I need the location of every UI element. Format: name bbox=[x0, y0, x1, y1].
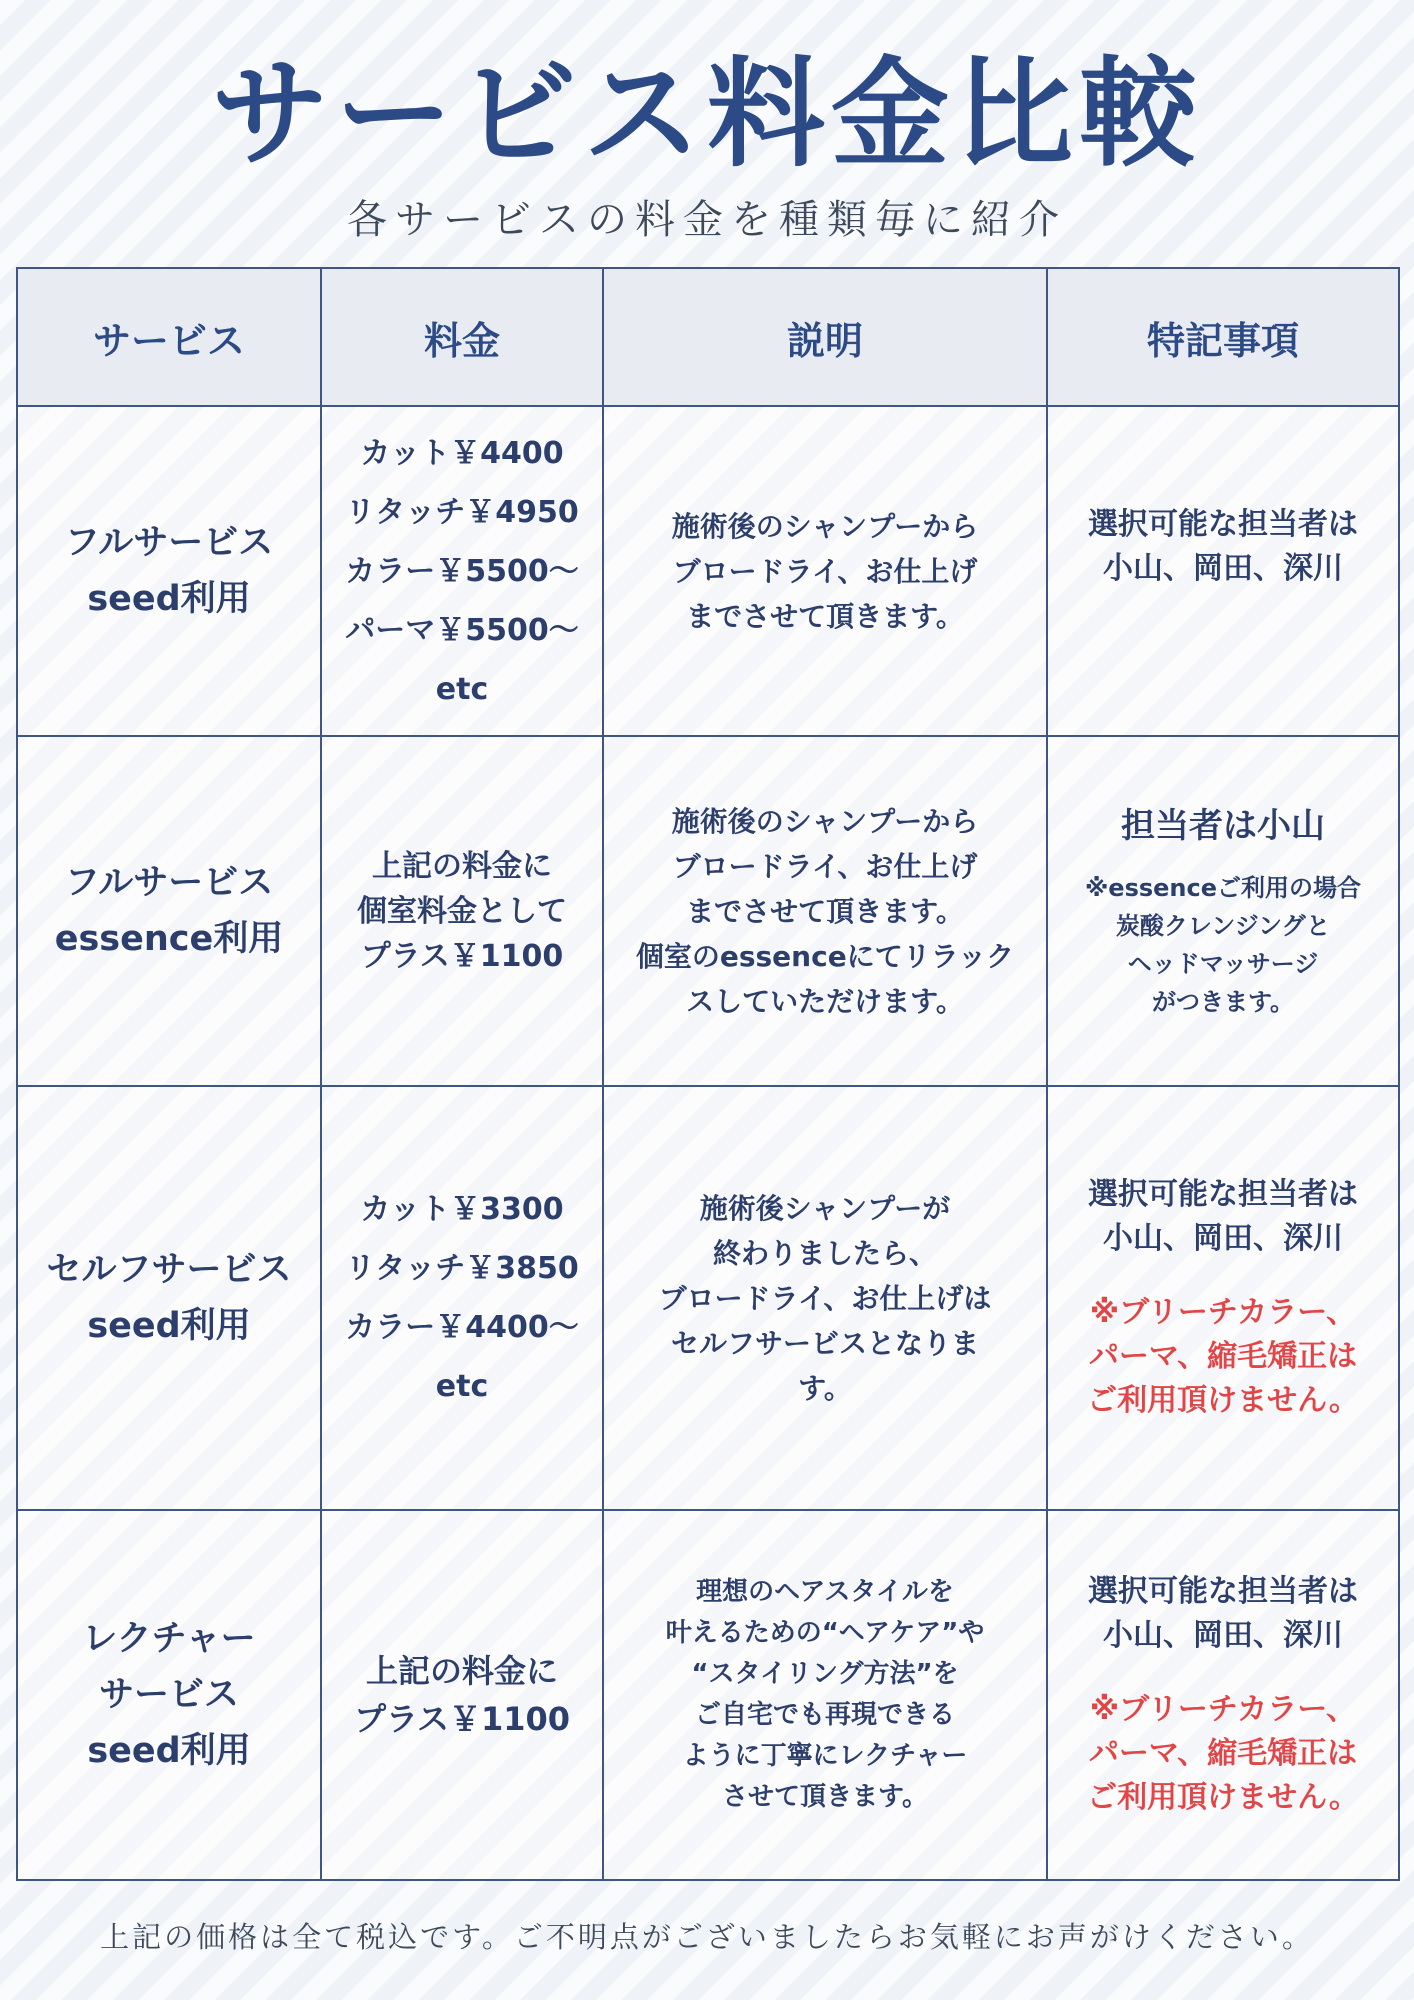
description-line: 施術後のシャンプーから bbox=[671, 804, 979, 838]
service-name-line: seed利用 bbox=[87, 1731, 251, 1771]
price-line: パーマ￥5500～ bbox=[345, 612, 579, 648]
description-line: までさせて頂きます。 bbox=[686, 599, 964, 633]
service-cell bbox=[17, 1510, 321, 1880]
page-subtitle: 各サービスの料金を種類毎に紹介 bbox=[347, 197, 1067, 243]
notes-cell bbox=[1047, 406, 1399, 736]
warning-line: ご利用頂けません。 bbox=[1087, 1780, 1359, 1815]
warning-line: パーマ、縮毛矯正は bbox=[1088, 1736, 1358, 1771]
table-row bbox=[17, 1510, 1399, 1880]
footer-note: 上記の価格は全て税込です。ご不明点がございましたらお気軽にお声がけください。 bbox=[100, 1920, 1314, 1954]
description-line: 施術後シャンプーが bbox=[699, 1191, 951, 1225]
warning-line: ご利用頂けません。 bbox=[1087, 1383, 1359, 1418]
notes-line: 小山、岡田、深川 bbox=[1103, 551, 1343, 586]
price-line: カット￥3300 bbox=[360, 1192, 564, 1227]
service-name-line: essence利用 bbox=[54, 919, 284, 959]
price-line: etc bbox=[435, 1369, 489, 1404]
notes-line: 選択可能な担当者は bbox=[1088, 1177, 1358, 1212]
price-line: 個室料金として bbox=[357, 893, 567, 929]
service-name-line: seed利用 bbox=[87, 1306, 251, 1346]
service-name-line: フルサービス bbox=[64, 863, 274, 903]
price-line: etc bbox=[435, 671, 489, 707]
header-description: 説明 bbox=[603, 268, 1047, 406]
price-line: カット￥4400 bbox=[360, 435, 564, 471]
description-line: ブロードライ、お仕上げ bbox=[672, 554, 978, 588]
table-header-row bbox=[17, 268, 1399, 406]
description-line: 理想のヘアスタイルを bbox=[696, 1577, 954, 1607]
price-line: リタッチ￥4950 bbox=[345, 494, 579, 530]
description-line: までさせて頂きます。 bbox=[686, 894, 964, 928]
notes-line: ヘッドマッサージ bbox=[1127, 950, 1319, 978]
header-service: サービス bbox=[17, 268, 321, 406]
service-cell bbox=[17, 406, 321, 736]
service-cell bbox=[17, 1086, 321, 1510]
description-line: させて頂きます。 bbox=[722, 1782, 928, 1812]
description-cell bbox=[603, 406, 1047, 736]
description-cell bbox=[603, 1510, 1047, 1880]
service-name-line: seed利用 bbox=[87, 579, 251, 619]
description-line: す。 bbox=[798, 1371, 852, 1405]
description-line: 終わりましたら、 bbox=[712, 1236, 937, 1270]
price-line: カラー￥5500～ bbox=[345, 553, 579, 589]
notes-line: 選択可能な担当者は bbox=[1088, 507, 1358, 542]
notes-cell bbox=[1047, 1510, 1399, 1880]
price-line: プラス￥1100 bbox=[360, 938, 564, 974]
warning-line: ※ブリーチカラー、 bbox=[1089, 1692, 1357, 1727]
description-cell bbox=[603, 1086, 1047, 1510]
warning-line: パーマ、縮毛矯正は bbox=[1088, 1339, 1358, 1374]
service-name-line: サービス bbox=[98, 1675, 239, 1715]
price-line: プラス￥1100 bbox=[353, 1700, 571, 1738]
notes-line: 小山、岡田、深川 bbox=[1103, 1221, 1343, 1256]
warning-note bbox=[1062, 1688, 1384, 1820]
warning-line: ※ブリーチカラー、 bbox=[1089, 1295, 1357, 1330]
header-price: 料金 bbox=[321, 268, 603, 406]
price-line: リタッチ￥3850 bbox=[345, 1251, 579, 1286]
description-line: スしていただけます。 bbox=[686, 984, 964, 1018]
header-notes: 特記事項 bbox=[1047, 268, 1399, 406]
description-line: 叶えるための“ヘアケア”や bbox=[665, 1618, 985, 1648]
description-line: ブロードライ、お仕上げ bbox=[672, 849, 978, 883]
notes-line: 小山、岡田、深川 bbox=[1103, 1618, 1343, 1653]
service-cell bbox=[17, 736, 321, 1086]
warning-note bbox=[1062, 1291, 1384, 1423]
notes-line: ※essenceご利用の場合 bbox=[1084, 874, 1362, 902]
price-cell bbox=[321, 406, 603, 736]
description-line: 施術後のシャンプーから bbox=[671, 509, 979, 543]
notes-line: がつきます。 bbox=[1151, 988, 1295, 1016]
service-name-line: レクチャー bbox=[82, 1619, 256, 1659]
description-line: ブロードライ、お仕上げは bbox=[658, 1281, 992, 1315]
price-cell bbox=[321, 1086, 603, 1510]
price-line: 上記の料金に bbox=[372, 848, 552, 884]
description-line: 個室のessenceにてリラック bbox=[635, 939, 1015, 973]
price-cell bbox=[321, 736, 603, 1086]
page-title: サービス料金比較 bbox=[210, 45, 1203, 183]
price-comparison-table bbox=[16, 267, 1400, 1881]
table-row bbox=[17, 736, 1399, 1086]
notes-cell bbox=[1047, 736, 1399, 1086]
service-name-line: セルフサービス bbox=[46, 1250, 292, 1290]
description-cell bbox=[603, 736, 1047, 1086]
description-line: “スタイリング方法”を bbox=[691, 1659, 959, 1689]
price-line: 上記の料金に bbox=[365, 1652, 558, 1690]
description-line: ご自宅でも再現できる bbox=[694, 1700, 955, 1730]
notes-staff: 担当者は小山 bbox=[1121, 806, 1325, 846]
price-line: カラー￥4400～ bbox=[345, 1310, 579, 1345]
table-row bbox=[17, 1086, 1399, 1510]
description-line: セルフサービスとなりま bbox=[670, 1326, 979, 1360]
price-cell bbox=[321, 1510, 603, 1880]
table-row bbox=[17, 406, 1399, 736]
notes-line: 炭酸クレンジングと bbox=[1115, 912, 1331, 940]
description-line: ように丁寧にレクチャー bbox=[682, 1741, 968, 1771]
notes-cell bbox=[1047, 1086, 1399, 1510]
service-name-line: フルサービス bbox=[64, 523, 274, 563]
notes-line: 選択可能な担当者は bbox=[1088, 1574, 1358, 1609]
